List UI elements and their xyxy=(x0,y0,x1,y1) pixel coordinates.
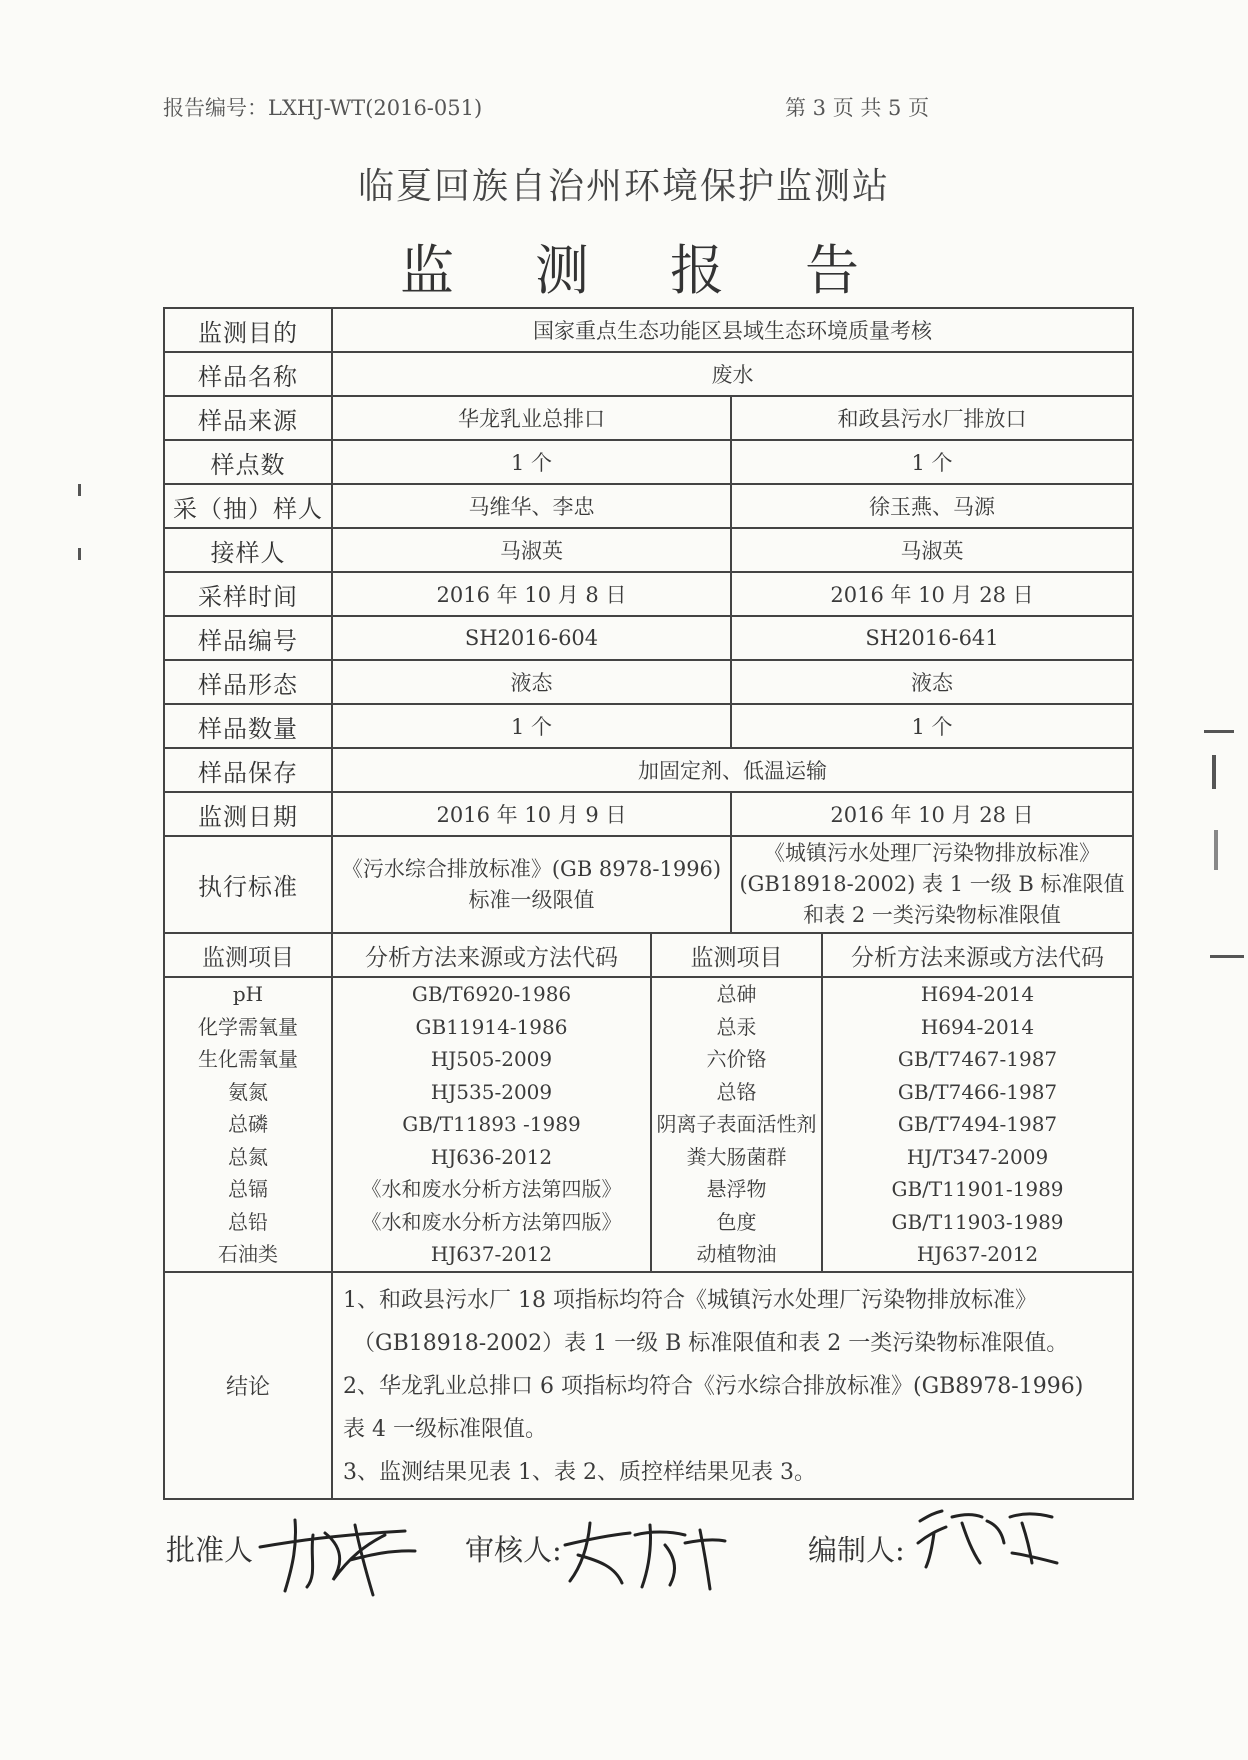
table-row xyxy=(164,396,1133,440)
title-char: 监 xyxy=(400,239,454,302)
list-item: 石油类 xyxy=(218,1242,278,1266)
list-item: 色度 xyxy=(716,1209,757,1234)
list-item: GB/T7467-1987 xyxy=(897,1047,1058,1071)
col-header: 分析方法来源或方法代码 xyxy=(332,933,651,977)
points-left: 1 个 xyxy=(332,440,731,484)
page-number: 第 3 页 共 5 页 xyxy=(785,96,930,120)
list-item: 动植物油 xyxy=(696,1242,777,1266)
list-item: 总砷 xyxy=(716,982,757,1006)
purpose-value: 国家重点生态功能区县域生态环境质量考核 xyxy=(332,308,1133,352)
methods-left xyxy=(332,977,651,1272)
list-item: 六价铬 xyxy=(706,1047,767,1071)
list-item: GB11914-1986 xyxy=(415,1014,568,1039)
table-row xyxy=(164,704,1133,748)
qty-right: 1 个 xyxy=(731,704,1133,748)
scan-mark xyxy=(1210,955,1244,958)
scan-mark xyxy=(1214,830,1218,870)
receiver-left: 马淑英 xyxy=(332,528,731,572)
list-item: 总氮 xyxy=(228,1144,268,1169)
sample-name-value: 废水 xyxy=(332,352,1133,396)
list-item: 化学需氧量 xyxy=(198,1014,298,1039)
sample-time-label: 采样时间 xyxy=(164,572,332,616)
state-right: 液态 xyxy=(731,660,1133,704)
reviewer-signature xyxy=(560,1515,730,1595)
list-item: GB/T11903-1989 xyxy=(891,1209,1064,1234)
standard-line: 《城镇污水处理厂污染物排放标准》 xyxy=(764,841,1100,865)
list-item: 总磷 xyxy=(228,1112,268,1136)
list-item: HJ636-2012 xyxy=(430,1144,553,1169)
list-item: 氨氮 xyxy=(228,1079,268,1104)
qty-label: 样品数量 xyxy=(164,704,332,748)
source-right: 和政县污水厂排放口 xyxy=(731,396,1133,440)
list-item: GB/T7494-1987 xyxy=(897,1112,1058,1136)
list-item: 粪大肠菌群 xyxy=(686,1144,787,1169)
list-item: HJ637-2012 xyxy=(916,1242,1039,1266)
standard-label: 执行标准 xyxy=(164,836,332,933)
scan-mark xyxy=(78,548,81,560)
editor-signature xyxy=(912,1503,1062,1573)
conclusion-line: 表 4 一级标准限值。 xyxy=(343,1416,547,1442)
items-header-row xyxy=(164,933,1133,977)
table-row xyxy=(164,308,1133,352)
items-left xyxy=(164,977,332,1272)
state-label: 样品形态 xyxy=(164,660,332,704)
list-item: H694-2014 xyxy=(920,1014,1035,1039)
sample-id-left: SH2016-604 xyxy=(332,616,731,660)
editor-label: 编制人: xyxy=(808,1533,905,1567)
standard-right xyxy=(731,836,1133,933)
table-row xyxy=(164,660,1133,704)
receiver-label: 接样人 xyxy=(164,528,332,572)
table-row xyxy=(164,352,1133,396)
items-row xyxy=(164,977,1133,1272)
list-item: 总铅 xyxy=(228,1209,268,1234)
list-item: 总汞 xyxy=(716,1014,757,1039)
storage-label: 样品保存 xyxy=(164,748,332,792)
list-item: 悬浮物 xyxy=(706,1177,767,1201)
table-row xyxy=(164,440,1133,484)
list-item: 《水和废水分析方法第四版》 xyxy=(361,1177,622,1201)
conclusion-label: 结论 xyxy=(164,1272,332,1499)
purpose-label: 监测目的 xyxy=(164,308,332,352)
conclusion-line: （GB18918-2002）表 1 一级 B 标准限值和表 2 一类污染物标准限值。 xyxy=(353,1330,1069,1356)
storage-value: 加固定剂、低温运输 xyxy=(332,748,1133,792)
list-item: GB/T6920-1986 xyxy=(411,982,572,1006)
approver-signature xyxy=(255,1505,425,1600)
table-row xyxy=(164,572,1133,616)
sample-id-label: 样品编号 xyxy=(164,616,332,660)
conclusion-text xyxy=(332,1272,1133,1499)
table-row xyxy=(164,528,1133,572)
report-title xyxy=(400,228,940,305)
title-char: 报 xyxy=(670,239,724,302)
sampler-right: 徐玉燕、马源 xyxy=(731,484,1133,528)
standard-line: (GB18918-2002) 表 1 一级 B 标准限值 xyxy=(739,872,1125,896)
list-item: HJ/T347-2009 xyxy=(906,1144,1049,1169)
monitor-date-label: 监测日期 xyxy=(164,792,332,836)
sample-time-right: 2016 年 10 月 28 日 xyxy=(731,572,1133,616)
points-label: 样点数 xyxy=(164,440,332,484)
title-char: 测 xyxy=(535,239,589,302)
items-right xyxy=(651,977,822,1272)
table-row xyxy=(164,792,1133,836)
receiver-right: 马淑英 xyxy=(731,528,1133,572)
qty-left: 1 个 xyxy=(332,704,731,748)
list-item: pH xyxy=(232,982,264,1006)
list-item: 《水和废水分析方法第四版》 xyxy=(361,1209,622,1234)
standard-line: 标准一级限值 xyxy=(468,887,595,912)
sampler-label: 采（抽）样人 xyxy=(164,484,332,528)
list-item: GB/T11893 -1989 xyxy=(402,1112,581,1136)
list-item: 阴离子表面活性剂 xyxy=(656,1112,817,1136)
sample-id-right: SH2016-641 xyxy=(731,616,1133,660)
list-item: HJ637-2012 xyxy=(430,1242,553,1266)
table-row xyxy=(164,484,1133,528)
list-item: HJ505-2009 xyxy=(430,1047,553,1071)
list-item: HJ535-2009 xyxy=(430,1079,553,1104)
sample-name-label: 样品名称 xyxy=(164,352,332,396)
standard-line: 和表 2 一类污染物标准限值 xyxy=(803,903,1061,927)
report-number: 报告编号：LXHJ-WT(2016-051) xyxy=(163,96,483,120)
table-row xyxy=(164,836,1133,933)
title-char: 告 xyxy=(805,239,859,302)
approver-label: 批准人 xyxy=(166,1533,254,1567)
col-header: 监测项目 xyxy=(164,933,332,977)
report-table xyxy=(163,307,1134,1500)
conclusion-row xyxy=(164,1272,1133,1499)
list-item: 总铬 xyxy=(716,1079,757,1104)
conclusion-line: 3、监测结果见表 1、表 2、质控样结果见表 3。 xyxy=(343,1459,816,1485)
table-row xyxy=(164,616,1133,660)
list-item: 总镉 xyxy=(228,1177,268,1201)
sampler-left: 马维华、李忠 xyxy=(332,484,731,528)
methods-right xyxy=(822,977,1133,1272)
table-row xyxy=(164,748,1133,792)
scan-mark xyxy=(1204,730,1234,733)
col-header: 监测项目 xyxy=(651,933,822,977)
conclusion-line: 2、华龙乳业总排口 6 项指标均符合《污水综合排放标准》(GB8978-1996) xyxy=(343,1373,1084,1399)
points-right: 1 个 xyxy=(731,440,1133,484)
list-item: GB/T7466-1987 xyxy=(897,1079,1058,1104)
monitor-date-right: 2016 年 10 月 28 日 xyxy=(731,792,1133,836)
standard-left xyxy=(332,836,731,933)
list-item: 生化需氧量 xyxy=(198,1047,298,1071)
reviewer-label: 审核人: xyxy=(465,1533,562,1567)
scan-mark xyxy=(1212,755,1216,789)
col-header: 分析方法来源或方法代码 xyxy=(822,933,1133,977)
sample-time-left: 2016 年 10 月 8 日 xyxy=(332,572,731,616)
source-label: 样品来源 xyxy=(164,396,332,440)
standard-line: 《污水综合排放标准》(GB 8978-1996) xyxy=(341,856,722,881)
list-item: GB/T11901-1989 xyxy=(891,1177,1064,1201)
monitor-date-left: 2016 年 10 月 9 日 xyxy=(332,792,731,836)
list-item: H694-2014 xyxy=(920,982,1035,1006)
state-left: 液态 xyxy=(332,660,731,704)
organization-name: 临夏回族自治州环境保护监测站 xyxy=(357,166,890,207)
conclusion-line: 1、和政县污水厂 18 项指标均符合《城镇污水处理厂污染物排放标准》 xyxy=(343,1287,1037,1313)
scan-mark xyxy=(78,484,81,496)
source-left: 华龙乳业总排口 xyxy=(332,396,731,440)
